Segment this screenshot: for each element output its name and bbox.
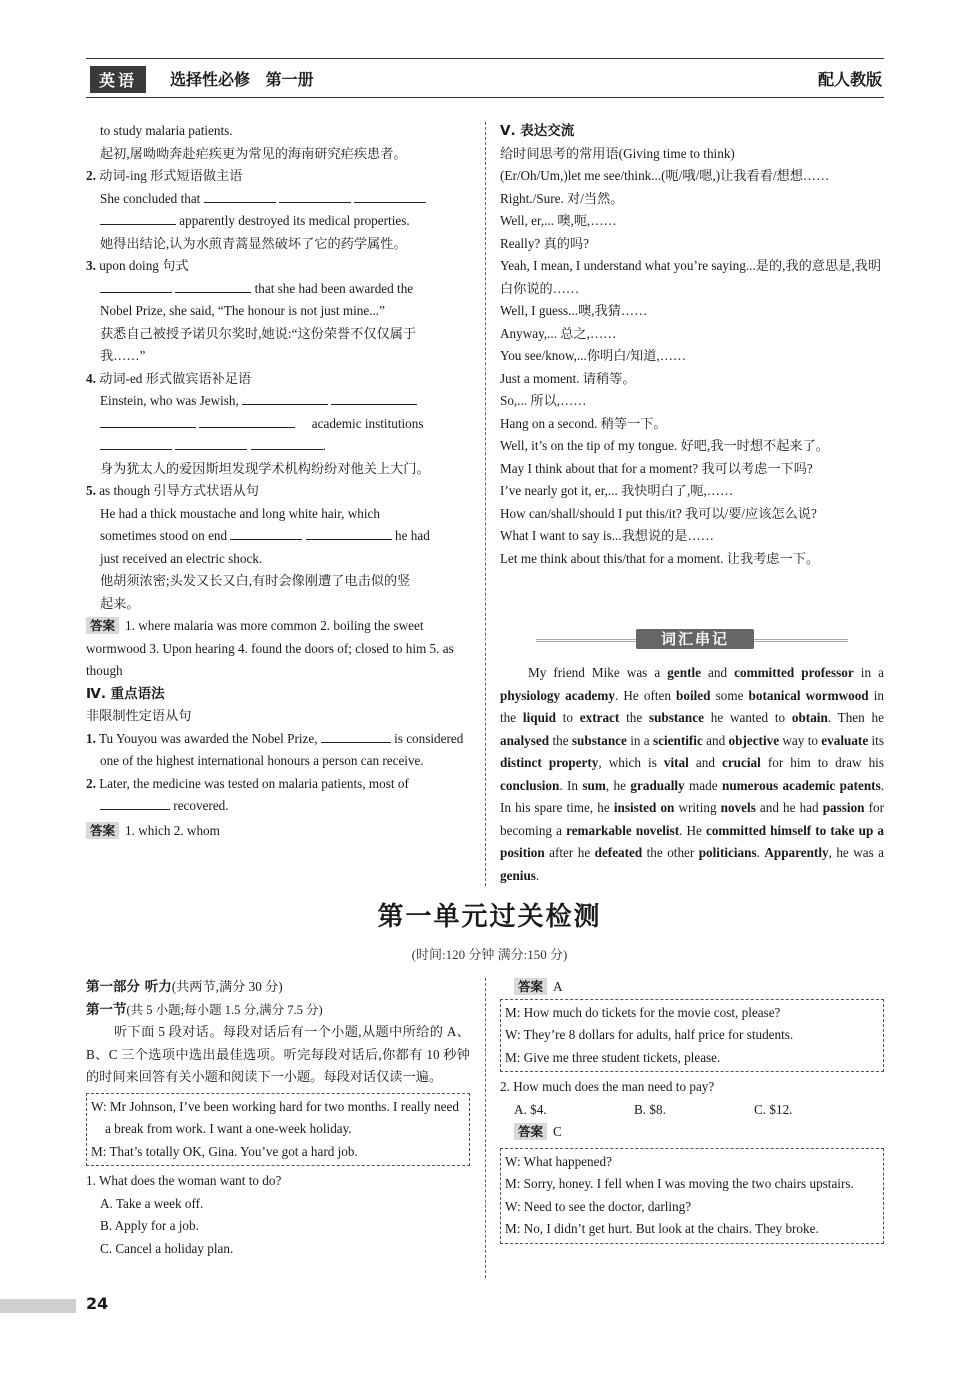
story-text: he wanted to (703, 710, 792, 725)
edition-label: 配人教版 (817, 70, 882, 89)
expression-line: How can/shall/should I put this/it? 我可以/要/应该怎么说? (500, 505, 817, 521)
expression-line: Well, it’s on the tip of my tongue. 好吧,我一时想不起来了。 (500, 438, 829, 453)
vocab-word: novels (720, 800, 756, 815)
grammar-exercise-2: 2. Later, the medicine was tested on malaria patients, most of recovered. (86, 775, 409, 813)
translation-line: 她得出结论,认为水煎青蒿显然破坏了它的药学属性。 (100, 235, 407, 251)
story-text: and (688, 755, 722, 770)
translation-line: 我……” (100, 348, 146, 363)
unit-title: 第一单元过关检测 (377, 902, 602, 932)
vocab-word: physiology academy (500, 687, 615, 703)
expression-line: Hang on a second. 稍等一下。 (500, 415, 667, 431)
story-text: its (868, 732, 884, 748)
grammar-heading-2: 2. 动词-ing 形式短语做主语 (86, 168, 243, 183)
exercise-line: apparently destroyed its medical properties. (86, 210, 470, 233)
expression-line: Really? 真的吗? (500, 235, 589, 251)
story-text: . In his spare time, he (500, 777, 884, 815)
question-1: 1. What does the woman want to do? (86, 1173, 282, 1188)
subject-badge: 英语 (90, 66, 146, 93)
story-text: , he was a (828, 845, 884, 860)
dialogue-box-1 (86, 1093, 470, 1167)
answer-label: 答案 (86, 822, 119, 839)
vocab-word: analysed (500, 732, 550, 748)
expression-line: What I want to say is...我想说的是…… (500, 528, 714, 543)
story-text: . Then he (827, 710, 884, 725)
exercise-line: that she had been awarded the (86, 278, 470, 301)
expression-line: You see/know,...你明白/知道,…… (500, 348, 687, 363)
story-text: for becoming a (500, 800, 884, 838)
expression-line: Anyway,... 总之,…… (500, 325, 617, 341)
story-text: in a (853, 665, 884, 680)
vocab-word: objective (728, 732, 780, 748)
vocab-word: distinct property (500, 755, 599, 770)
option: B. $8. (634, 1101, 666, 1117)
grammar-heading-4: 4. 动词-ed 形式做宾语补足语 (86, 370, 252, 386)
answer-block-1: 答案 1. where malaria was more common 2. boiling the sweet wormwood 3. Upon hearing 4. found the doors of; closed to him 5. as though (86, 618, 454, 678)
right-column-top (500, 120, 884, 570)
vocab-word: evaluate (821, 732, 869, 748)
vocab-word: committed professor (734, 665, 854, 680)
exercise-line: Einstein, who was Jewish, (86, 390, 470, 413)
vocab-word: boiled (676, 687, 711, 703)
vocab-word: numerous academic patents (721, 777, 881, 793)
page-number-bar (0, 1299, 76, 1313)
translation-line: 起来。 (100, 595, 140, 611)
story-text: , which is (598, 755, 664, 770)
dialogue-line: M: Sorry, honey. I fell when I was moving the two chairs upstairs. (505, 1176, 854, 1191)
vocab-word: remarkable novelist (566, 822, 680, 838)
column-divider-bottom (485, 978, 486, 1278)
story-text: some (710, 687, 749, 703)
vocab-word: vital (663, 755, 689, 770)
page-header (86, 58, 884, 98)
dialogue-box-2 (500, 999, 884, 1073)
question-2: 2. How much does the man need to pay? (500, 1079, 715, 1094)
expression-line: Well, I guess...噢,我猜…… (500, 303, 648, 318)
story-text: My friend Mike was a (528, 665, 668, 680)
story-text: and he had (755, 800, 823, 815)
question-1-options (86, 1193, 470, 1261)
text-line: to study malaria patients. (100, 123, 233, 138)
story-text: . In (559, 777, 583, 793)
story-text: way to (779, 732, 822, 748)
dialogue-line: M: How much do tickets for the movie cost, please? (505, 1004, 781, 1020)
option: A. Take a week off. (100, 1195, 204, 1211)
expression-line: (Er/Oh/Um,)let me see/think...(呃/哦/嗯,)让我看看/想想…… (500, 168, 830, 183)
expression-line: I’ve nearly got it, er,... 我快明白了,呃,…… (500, 483, 734, 498)
part-heading: 第一部分 听力(共两节,满分 30 分) (86, 979, 283, 995)
answer-q2: 答案 C (500, 1121, 884, 1144)
option: B. Apply for a job. (100, 1218, 199, 1233)
book-title: 选择性必修 第一册 (170, 70, 314, 89)
story-text: in the (500, 687, 885, 725)
story-text: , he (605, 777, 631, 793)
dialogue-line: M: That’s totally OK, Gina. You’ve got a hard job. (91, 1143, 358, 1159)
answer-label: 答案 (514, 1123, 547, 1140)
expression-line: So,... 所以,…… (500, 393, 587, 408)
story-text: after he (544, 845, 595, 860)
vocab-word: insisted on (613, 800, 675, 815)
listening-right (500, 976, 884, 1244)
expression-list (500, 143, 884, 571)
story-text: . He often (615, 687, 677, 703)
story-text: and (700, 665, 735, 680)
expression-line: Right./Sure. 对/当然。 (500, 190, 624, 206)
vocab-word: gentle (667, 665, 701, 680)
exercise-line: Nobel Prize, she said, “The honour is not just mine...” (100, 303, 385, 318)
vocab-word: conclusion (500, 777, 560, 793)
exercise-line: . (86, 435, 470, 458)
vocab-story (500, 662, 884, 887)
vocab-word: botanical wormwood (748, 687, 869, 703)
page-number: 24 (86, 1294, 109, 1313)
section-heading: 第一节(共 5 小题;每小题 1.5 分,满分 7.5 分) (86, 1001, 323, 1018)
vocab-word: extract (579, 710, 620, 725)
vocab-word: genius (500, 867, 536, 883)
vocab-word: passion (822, 800, 865, 815)
expression-line: Just a moment. 请稍等。 (500, 370, 636, 386)
option: C. $12. (754, 1101, 793, 1117)
dialogue-line: M: No, I didn’t get hurt. But look at the chairs. They broke. (505, 1221, 819, 1236)
story-text: to (555, 710, 580, 725)
translation-line: 获悉自己被授予诺贝尔奖时,她说:“这份荣誉不仅仅属于 (100, 325, 417, 341)
option: A. $4. (514, 1101, 547, 1117)
exercise-line: sometimes stood on end he had (86, 525, 470, 548)
story-text: the (549, 732, 572, 748)
option: C. Cancel a holiday plan. (100, 1240, 234, 1256)
vocab-word: sum (582, 777, 606, 793)
answer-label: 答案 (514, 978, 547, 995)
dialogue-line: W: Mr Johnson, I’ve been working hard for two months. I really need a break from work. I want a one-week holiday. (91, 1098, 459, 1136)
story-text: made (684, 777, 722, 793)
answer-block-2: 答案 1. which 2. whom (86, 820, 470, 843)
story-text: . (756, 845, 765, 860)
vocab-word: gradually (630, 777, 685, 793)
story-text: and (702, 732, 729, 748)
story-text: the (619, 710, 649, 725)
expression-line: May I think about that for a moment? 我可以考虑一下吗? (500, 460, 813, 476)
story-text: for him to draw his (760, 755, 884, 770)
vocab-word: defeated (594, 845, 643, 860)
translation-line: 他胡须浓密;头发又长又白,有时会像刚遭了电击似的竖 (100, 573, 411, 588)
dialogue-line: W: What happened? (505, 1153, 612, 1169)
vocab-banner (536, 628, 848, 652)
answer-q1: 答案 A (500, 976, 884, 999)
expression-line: Well, er,... 噢,呃,…… (500, 213, 617, 228)
translation-line: 身为犹太人的爱因斯坦发现学术机构纷纷对他关上大门。 (100, 460, 430, 476)
vocab-word: liquid (522, 710, 556, 725)
vocab-banner-label: 词汇串记 (636, 629, 754, 649)
dialogue-line: M: Give me three student tickets, please. (505, 1049, 721, 1065)
column-divider-top (485, 122, 486, 886)
question-2-options (500, 1099, 884, 1122)
section-4-title: Ⅳ. 重点语法 (86, 685, 165, 702)
vocab-word: substance (648, 710, 704, 725)
story-text: . He (679, 822, 706, 838)
grammar-heading-3: 3. upon doing 句式 (86, 258, 189, 273)
story-text: writing (674, 800, 721, 815)
exercise-line: academic institutions (86, 413, 470, 436)
unit-subtitle: (时间:120 分钟 满分:150 分) (411, 947, 568, 962)
grammar-exercise-1: 1. Tu Youyou was awarded the Nobel Prize, is considered one of the highest international honours a person can receive. (86, 728, 470, 773)
left-column-top (86, 120, 470, 842)
vocab-word: crucial (721, 755, 761, 770)
vocab-word: substance (571, 732, 627, 748)
exercise-line: He had a thick moustache and long white hair, which (100, 505, 380, 521)
dialogue-line: W: They’re 8 dollars for adults, half price for students. (505, 1027, 794, 1042)
exercise-line: She concluded that (86, 188, 470, 211)
expression-line: 给时间思考的常用语(Giving time to think) (500, 145, 735, 161)
vocab-word: politicians (698, 845, 757, 860)
vocab-word: obtain (791, 710, 828, 725)
story-text: in a (626, 732, 653, 748)
grammar-heading-5: 5. as though 引导方式状语从句 (86, 483, 259, 498)
answer-label: 答案 (86, 617, 119, 634)
dialogue-line: W: Need to see the doctor, darling? (505, 1198, 692, 1214)
exercise-line: just received an electric shock. (100, 550, 263, 566)
listening-left (86, 976, 470, 1260)
expression-line: Yeah, I mean, I understand what you’re saying...是的,我的意思是,我明白你说的…… (500, 258, 882, 296)
story-text: . (535, 867, 540, 883)
text-line: 起初,屠呦呦奔赴疟疾更为常见的海南研究疟疾患者。 (100, 145, 407, 161)
expression-line: Let me think about this/that for a moment. 让我考虑一下。 (500, 550, 820, 566)
vocab-word: Apparently (764, 845, 829, 860)
listening-instructions: 听下面 5 段对话。每段对话后有一个小题,从题中所给的 A、B、C 三个选项中选出最佳选项。听完每段对话后,你都有 10 秒钟的时间来回答有关小题和阅读下一小题。每段对话仅读一遍。 (86, 1024, 470, 1084)
story-text: the other (642, 845, 699, 860)
vocab-word: scientific (653, 732, 703, 748)
section-5-title: Ⅴ. 表达交流 (500, 123, 575, 139)
section-4-subtitle: 非限制性定语从句 (86, 708, 192, 723)
dialogue-box-3 (500, 1148, 884, 1244)
vocab-word: committed himself to take up a position (500, 822, 885, 860)
